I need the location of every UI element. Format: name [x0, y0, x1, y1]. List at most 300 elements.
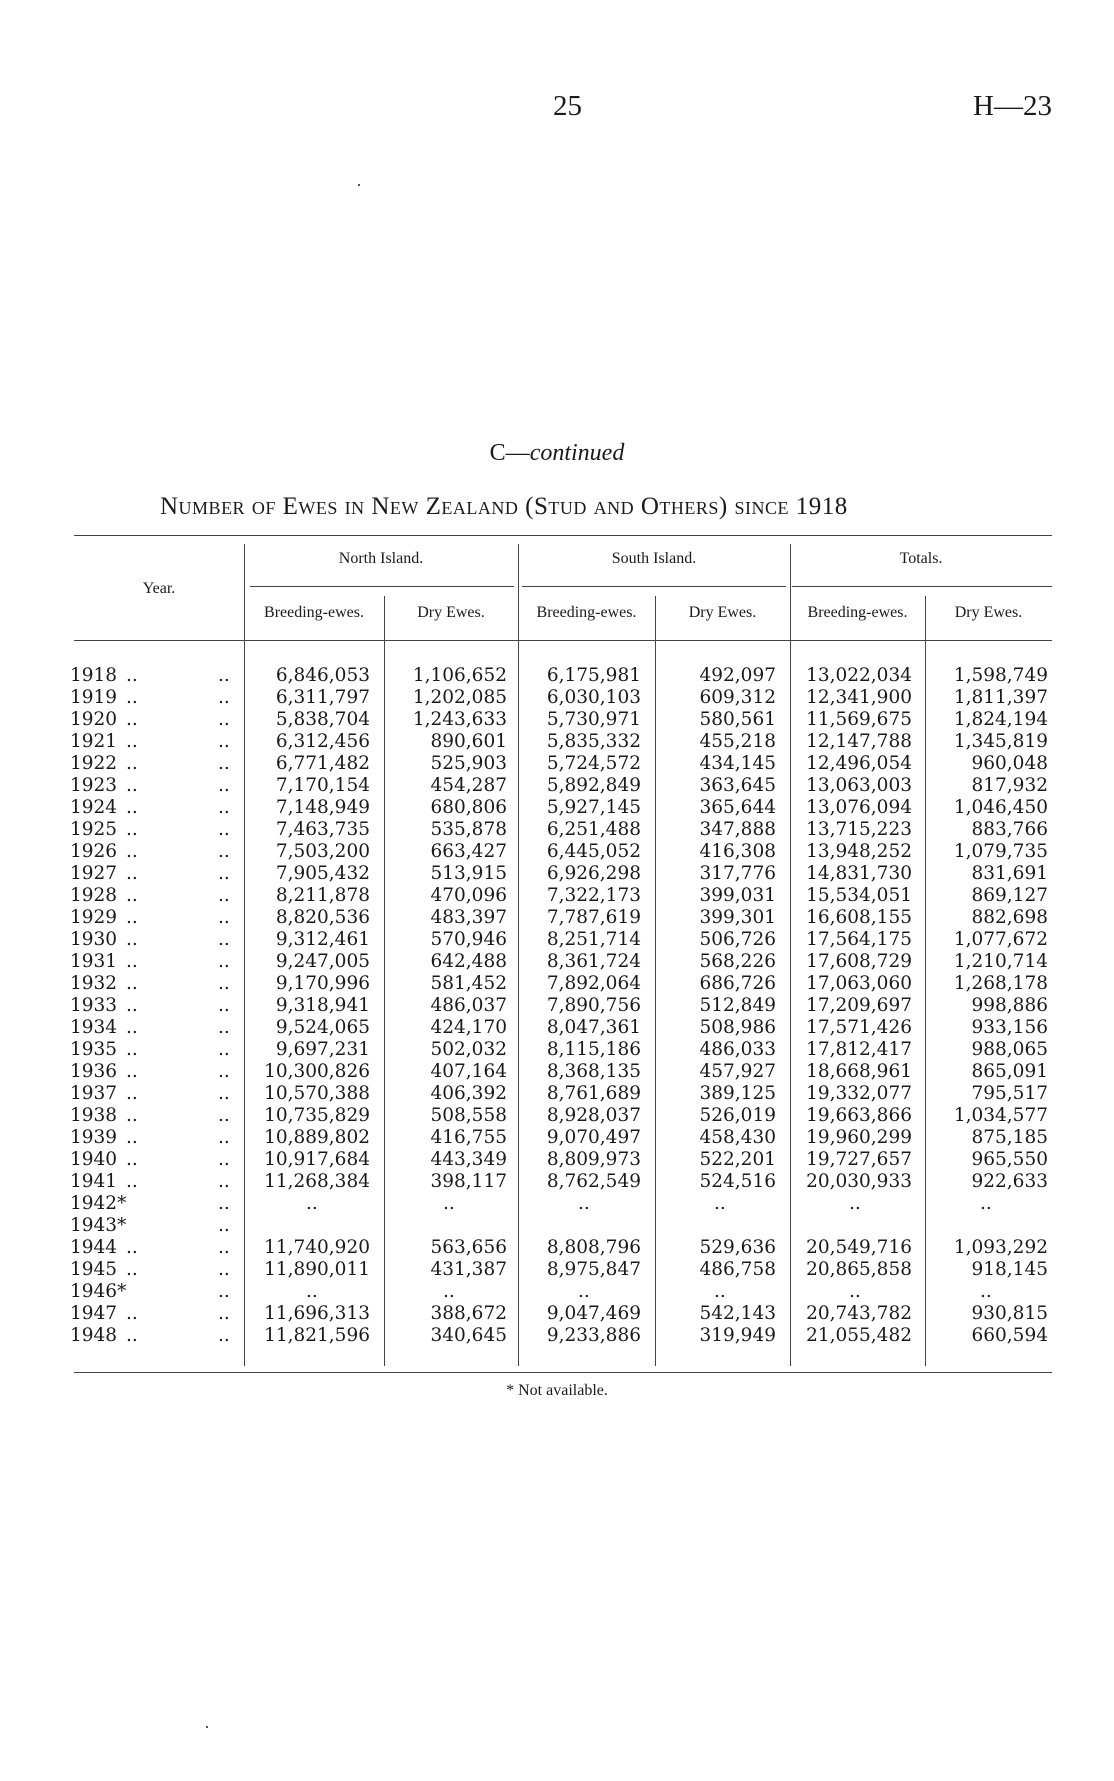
value-cell: .. [443, 1193, 455, 1214]
value-cell: 17,608,729 [806, 951, 912, 972]
value-cell: 6,251,488 [546, 819, 641, 840]
value-cell: 416,755 [430, 1127, 507, 1148]
year-cell: 1924 [70, 797, 118, 818]
leader-dots: .. [126, 1039, 138, 1060]
value-cell: 1,598,749 [953, 665, 1048, 686]
value-cell: 1,811,397 [953, 687, 1048, 708]
value-cell: 16,608,155 [806, 907, 912, 928]
table-top-rule [74, 535, 1052, 536]
leader-dots: .. [126, 907, 138, 928]
leader-dots: .. [126, 1325, 138, 1346]
value-cell: 388,672 [430, 1303, 507, 1324]
value-cell: 831,691 [971, 863, 1048, 884]
value-cell: 580,561 [699, 709, 776, 730]
value-cell: 1,106,652 [412, 665, 507, 686]
value-cell: 535,878 [430, 819, 507, 840]
value-cell: 10,300,826 [264, 1061, 370, 1082]
year-cell: 1933 [70, 995, 118, 1016]
value-cell: 17,063,060 [806, 973, 912, 994]
leader-dots: .. [126, 819, 138, 840]
document-reference: H—23 [973, 90, 1052, 122]
value-cell: 455,218 [699, 731, 776, 752]
value-cell: 340,645 [430, 1325, 507, 1346]
table-row [0, 1039, 1114, 1061]
value-cell: 7,463,735 [275, 819, 370, 840]
value-cell: 13,022,034 [806, 665, 912, 686]
value-cell: .. [443, 1281, 455, 1302]
value-cell: 486,758 [699, 1259, 776, 1280]
leader-dots: .. [218, 1281, 230, 1302]
leader-dots: .. [126, 863, 138, 884]
value-cell: 5,730,971 [546, 709, 641, 730]
north-dry-header: Dry Ewes. [417, 604, 485, 621]
table-row [0, 1171, 1114, 1193]
leader-dots: .. [218, 951, 230, 972]
value-cell: .. [306, 1281, 318, 1302]
value-cell: 930,815 [971, 1303, 1048, 1324]
value-cell: 398,117 [430, 1171, 507, 1192]
value-cell: 365,644 [699, 797, 776, 818]
totals-dry-header: Dry Ewes. [954, 604, 1023, 621]
value-cell: 663,427 [430, 841, 507, 862]
value-cell: 1,202,085 [412, 687, 507, 708]
table-row [0, 709, 1114, 731]
value-cell: 660,594 [971, 1325, 1048, 1346]
year-cell: 1935 [70, 1039, 118, 1060]
value-cell: 5,892,849 [546, 775, 641, 796]
value-cell: 1,077,672 [953, 929, 1048, 950]
leader-dots: .. [218, 731, 230, 752]
leader-dots: .. [126, 885, 138, 906]
leader-dots: .. [218, 1149, 230, 1170]
value-cell: 10,889,802 [264, 1127, 370, 1148]
year-column-header: Year. [142, 580, 176, 597]
value-cell: 6,312,456 [275, 731, 370, 752]
value-cell: .. [980, 1193, 992, 1214]
value-cell: 506,726 [699, 929, 776, 950]
value-cell: 13,948,252 [806, 841, 912, 862]
value-cell: 347,888 [699, 819, 776, 840]
value-cell: 6,030,103 [546, 687, 641, 708]
value-cell: 9,233,886 [546, 1325, 641, 1346]
leader-dots: .. [126, 1105, 138, 1126]
value-cell: 9,047,469 [546, 1303, 641, 1324]
year-cell: 1941 [70, 1171, 118, 1192]
value-cell: 20,743,782 [806, 1303, 912, 1324]
leader-dots: .. [126, 1017, 138, 1038]
value-cell: 6,846,053 [275, 665, 370, 686]
table-row [0, 665, 1114, 687]
value-cell: 8,115,186 [546, 1039, 641, 1060]
value-cell: 512,849 [699, 995, 776, 1016]
value-cell: 399,031 [699, 885, 776, 906]
value-cell: 11,740,920 [264, 1237, 370, 1258]
year-cell: 1921 [70, 731, 118, 752]
value-cell: 7,148,949 [275, 797, 370, 818]
value-cell: 483,397 [430, 907, 507, 928]
north-group-rule [250, 586, 514, 587]
leader-dots: .. [218, 753, 230, 774]
table-row [0, 753, 1114, 775]
value-cell: 1,093,292 [953, 1237, 1048, 1258]
value-cell: 13,063,003 [806, 775, 912, 796]
value-cell: 434,145 [699, 753, 776, 774]
speck-mark [358, 184, 360, 186]
leader-dots: .. [218, 1127, 230, 1148]
year-cell: 1947 [70, 1303, 118, 1324]
value-cell: 922,633 [971, 1171, 1048, 1192]
leader-dots: .. [126, 709, 138, 730]
leader-dots: .. [218, 687, 230, 708]
value-cell: 882,698 [971, 907, 1048, 928]
value-cell: 680,806 [430, 797, 507, 818]
value-cell: 19,727,657 [806, 1149, 912, 1170]
leader-dots: .. [218, 1061, 230, 1082]
leader-dots: .. [126, 1171, 138, 1192]
value-cell: 8,975,847 [546, 1259, 641, 1280]
value-cell: 9,318,941 [275, 995, 370, 1016]
value-cell: 10,570,388 [264, 1083, 370, 1104]
year-cell: 1918 [70, 665, 118, 686]
value-cell: 9,170,996 [275, 973, 370, 994]
value-cell: 486,033 [699, 1039, 776, 1060]
table-row [0, 1127, 1114, 1149]
value-cell: 686,726 [699, 973, 776, 994]
value-cell: 470,096 [430, 885, 507, 906]
value-cell: 933,156 [971, 1017, 1048, 1038]
table-row [0, 1325, 1114, 1347]
table-row [0, 1061, 1114, 1083]
north-island-header: North Island. [338, 550, 424, 567]
table-row [0, 907, 1114, 929]
value-cell: 1,210,714 [953, 951, 1048, 972]
section-letter: C— [489, 440, 530, 466]
leader-dots: .. [126, 841, 138, 862]
table-row [0, 1303, 1114, 1325]
value-cell: 7,503,200 [275, 841, 370, 862]
value-cell: 443,349 [430, 1149, 507, 1170]
leader-dots: .. [126, 1083, 138, 1104]
value-cell: 7,170,154 [275, 775, 370, 796]
table-bottom-rule [74, 1372, 1052, 1373]
value-cell: 454,287 [430, 775, 507, 796]
value-cell: 817,932 [971, 775, 1048, 796]
value-cell: 486,037 [430, 995, 507, 1016]
value-cell: 542,143 [699, 1303, 776, 1324]
leader-dots: .. [126, 929, 138, 950]
year-cell: 1930 [70, 929, 118, 950]
value-cell: 8,251,714 [546, 929, 641, 950]
value-cell: .. [849, 1193, 861, 1214]
value-cell: 988,065 [971, 1039, 1048, 1060]
value-cell: 19,663,866 [806, 1105, 912, 1126]
value-cell: 7,787,619 [546, 907, 641, 928]
value-cell: 14,831,730 [806, 863, 912, 884]
value-cell: 317,776 [699, 863, 776, 884]
leader-dots: .. [218, 1325, 230, 1346]
table-row [0, 1083, 1114, 1105]
value-cell: 20,865,858 [806, 1259, 912, 1280]
value-cell: 12,341,900 [806, 687, 912, 708]
value-cell: 7,905,432 [275, 863, 370, 884]
table-row [0, 841, 1114, 863]
value-cell: 15,534,051 [806, 885, 912, 906]
year-cell: 1925 [70, 819, 118, 840]
value-cell: 529,636 [699, 1237, 776, 1258]
year-cell: 1944 [70, 1237, 118, 1258]
value-cell: 869,127 [971, 885, 1048, 906]
value-cell: 7,322,173 [546, 885, 641, 906]
value-cell: 563,656 [430, 1237, 507, 1258]
leader-dots: .. [218, 885, 230, 906]
value-cell: 17,571,426 [806, 1017, 912, 1038]
totals-breeding-header: Breeding-ewes. [807, 604, 908, 621]
value-cell: 7,892,064 [546, 973, 641, 994]
year-cell: 1932 [70, 973, 118, 994]
continued-label: continued [529, 440, 625, 466]
year-cell: 1945 [70, 1259, 118, 1280]
value-cell: 1,345,819 [953, 731, 1048, 752]
value-cell: 865,091 [971, 1061, 1048, 1082]
value-cell: 11,268,384 [264, 1171, 370, 1192]
value-cell: 508,558 [430, 1105, 507, 1126]
value-cell: 5,724,572 [546, 753, 641, 774]
year-cell: 1926 [70, 841, 118, 862]
value-cell: 1,824,194 [953, 709, 1048, 730]
value-cell: 363,645 [699, 775, 776, 796]
leader-dots: .. [126, 797, 138, 818]
table-row [0, 863, 1114, 885]
leader-dots: .. [218, 1237, 230, 1258]
value-cell: 17,564,175 [806, 929, 912, 950]
value-cell: 7,890,756 [546, 995, 641, 1016]
table-row [0, 1215, 1114, 1237]
table-title [160, 493, 848, 521]
year-cell: 1939 [70, 1127, 118, 1148]
value-cell: 524,516 [699, 1171, 776, 1192]
leader-dots: .. [126, 1303, 138, 1324]
leader-dots: .. [126, 1259, 138, 1280]
table-row [0, 1017, 1114, 1039]
value-cell: 6,175,981 [546, 665, 641, 686]
value-cell: 10,735,829 [264, 1105, 370, 1126]
value-cell: 11,569,675 [806, 709, 912, 730]
leader-dots: .. [218, 907, 230, 928]
leader-dots: .. [218, 665, 230, 686]
year-cell: 1922 [70, 753, 118, 774]
table-row [0, 951, 1114, 973]
leader-dots: .. [218, 819, 230, 840]
table-row [0, 687, 1114, 709]
value-cell: 9,312,461 [275, 929, 370, 950]
leader-dots: .. [218, 995, 230, 1016]
totals-header: Totals. [899, 550, 943, 567]
table-row [0, 731, 1114, 753]
value-cell: .. [980, 1281, 992, 1302]
leader-dots: .. [126, 731, 138, 752]
leader-dots: .. [126, 1061, 138, 1082]
value-cell: 5,838,704 [275, 709, 370, 730]
value-cell: 12,496,054 [806, 753, 912, 774]
year-cell: 1948 [70, 1325, 118, 1346]
table-row [0, 1193, 1114, 1215]
value-cell: 11,696,313 [264, 1303, 370, 1324]
year-cell: 1920 [70, 709, 118, 730]
year-cell: 1919 [70, 687, 118, 708]
leader-dots: .. [218, 973, 230, 994]
leader-dots: .. [218, 709, 230, 730]
value-cell: 8,762,549 [546, 1171, 641, 1192]
value-cell: 609,312 [699, 687, 776, 708]
leader-dots: .. [126, 951, 138, 972]
value-cell: 416,308 [699, 841, 776, 862]
value-cell: 883,766 [971, 819, 1048, 840]
leader-dots: .. [218, 1303, 230, 1324]
year-cell: 1923 [70, 775, 118, 796]
value-cell: 9,697,231 [275, 1039, 370, 1060]
value-cell: 1,034,577 [953, 1105, 1048, 1126]
table-row [0, 1149, 1114, 1171]
north-breeding-header: Breeding-ewes. [264, 604, 364, 621]
leader-dots: .. [218, 1171, 230, 1192]
value-cell: 21,055,482 [806, 1325, 912, 1346]
leader-dots: .. [218, 775, 230, 796]
leader-dots: .. [126, 753, 138, 774]
value-cell: 11,890,011 [264, 1259, 370, 1280]
value-cell: 18,668,961 [806, 1061, 912, 1082]
value-cell: 9,524,065 [275, 1017, 370, 1038]
value-cell: 457,927 [699, 1061, 776, 1082]
value-cell: 13,715,223 [806, 819, 912, 840]
value-cell: 960,048 [971, 753, 1048, 774]
value-cell: .. [849, 1281, 861, 1302]
value-cell: 17,812,417 [806, 1039, 912, 1060]
value-cell: 12,147,788 [806, 731, 912, 752]
value-cell: 513,915 [430, 863, 507, 884]
speck-mark [206, 1726, 208, 1728]
table-row [0, 929, 1114, 951]
year-cell: 1937 [70, 1083, 118, 1104]
value-cell: 5,927,145 [546, 797, 641, 818]
value-cell: 9,247,005 [275, 951, 370, 972]
table-row [0, 885, 1114, 907]
value-cell: 13,076,094 [806, 797, 912, 818]
leader-dots: .. [218, 1215, 230, 1236]
year-cell: 1942* [70, 1193, 127, 1214]
south-dry-header: Dry Ewes. [688, 604, 757, 621]
year-cell: 1927 [70, 863, 118, 884]
leader-dots: .. [126, 995, 138, 1016]
value-cell: 1,268,178 [953, 973, 1048, 994]
value-cell: 875,185 [971, 1127, 1048, 1148]
value-cell: 458,430 [699, 1127, 776, 1148]
leader-dots: .. [126, 775, 138, 796]
year-cell: 1928 [70, 885, 118, 906]
value-cell: 8,761,689 [546, 1083, 641, 1104]
year-cell: 1931 [70, 951, 118, 972]
value-cell: 6,445,052 [546, 841, 641, 862]
leader-dots: .. [218, 1039, 230, 1060]
value-cell: 965,550 [971, 1149, 1048, 1170]
year-cell: 1936 [70, 1061, 118, 1082]
value-cell: 6,771,482 [275, 753, 370, 774]
table-row [0, 775, 1114, 797]
leader-dots: .. [126, 687, 138, 708]
south-group-rule [522, 586, 786, 587]
value-cell: 389,125 [699, 1083, 776, 1104]
value-cell: 8,820,536 [275, 907, 370, 928]
value-cell: 526,019 [699, 1105, 776, 1126]
leader-dots: .. [218, 863, 230, 884]
value-cell: 20,030,933 [806, 1171, 912, 1192]
totals-group-rule [792, 586, 1052, 587]
footnote: * Not available. [506, 1382, 608, 1399]
value-cell: .. [578, 1281, 590, 1302]
value-cell: 10,917,684 [264, 1149, 370, 1170]
table-row [0, 797, 1114, 819]
value-cell: 6,311,797 [275, 687, 370, 708]
leader-dots: .. [126, 1127, 138, 1148]
value-cell: 522,201 [699, 1149, 776, 1170]
leader-dots: .. [218, 1083, 230, 1104]
leader-dots: .. [218, 929, 230, 950]
value-cell: 1,079,735 [953, 841, 1048, 862]
table-row [0, 819, 1114, 841]
value-cell: 525,903 [430, 753, 507, 774]
value-cell: 642,488 [430, 951, 507, 972]
leader-dots: .. [126, 1149, 138, 1170]
value-cell: 8,809,973 [546, 1149, 641, 1170]
value-cell: 1,046,450 [953, 797, 1048, 818]
year-cell: 1934 [70, 1017, 118, 1038]
leader-dots: .. [218, 1259, 230, 1280]
value-cell: 8,211,878 [275, 885, 370, 906]
value-cell: 570,946 [430, 929, 507, 950]
leader-dots: .. [126, 1237, 138, 1258]
value-cell: 399,301 [699, 907, 776, 928]
table-row [0, 1281, 1114, 1303]
value-cell: 6,926,298 [546, 863, 641, 884]
value-cell: 8,047,361 [546, 1017, 641, 1038]
table-row [0, 1105, 1114, 1127]
value-cell: 406,392 [430, 1083, 507, 1104]
value-cell: 431,387 [430, 1259, 507, 1280]
value-cell: 19,960,299 [806, 1127, 912, 1148]
value-cell: 20,549,716 [806, 1237, 912, 1258]
value-cell: 998,886 [971, 995, 1048, 1016]
leader-dots: .. [126, 665, 138, 686]
header-bottom-rule [74, 640, 1052, 641]
value-cell: .. [714, 1281, 726, 1302]
section-continued-heading [0, 440, 1114, 467]
year-cell: 1938 [70, 1105, 118, 1126]
leader-dots: .. [218, 1017, 230, 1038]
value-cell: 502,032 [430, 1039, 507, 1060]
value-cell: 890,601 [430, 731, 507, 752]
value-cell: 8,808,796 [546, 1237, 641, 1258]
value-cell: 19,332,077 [806, 1083, 912, 1104]
leader-dots: .. [126, 973, 138, 994]
table-row [0, 995, 1114, 1017]
value-cell: 407,164 [430, 1061, 507, 1082]
table-row [0, 1237, 1114, 1259]
value-cell: 8,928,037 [546, 1105, 641, 1126]
leader-dots: .. [218, 797, 230, 818]
value-cell: .. [714, 1193, 726, 1214]
leader-dots: .. [218, 841, 230, 862]
value-cell: 508,986 [699, 1017, 776, 1038]
value-cell: 424,170 [430, 1017, 507, 1038]
